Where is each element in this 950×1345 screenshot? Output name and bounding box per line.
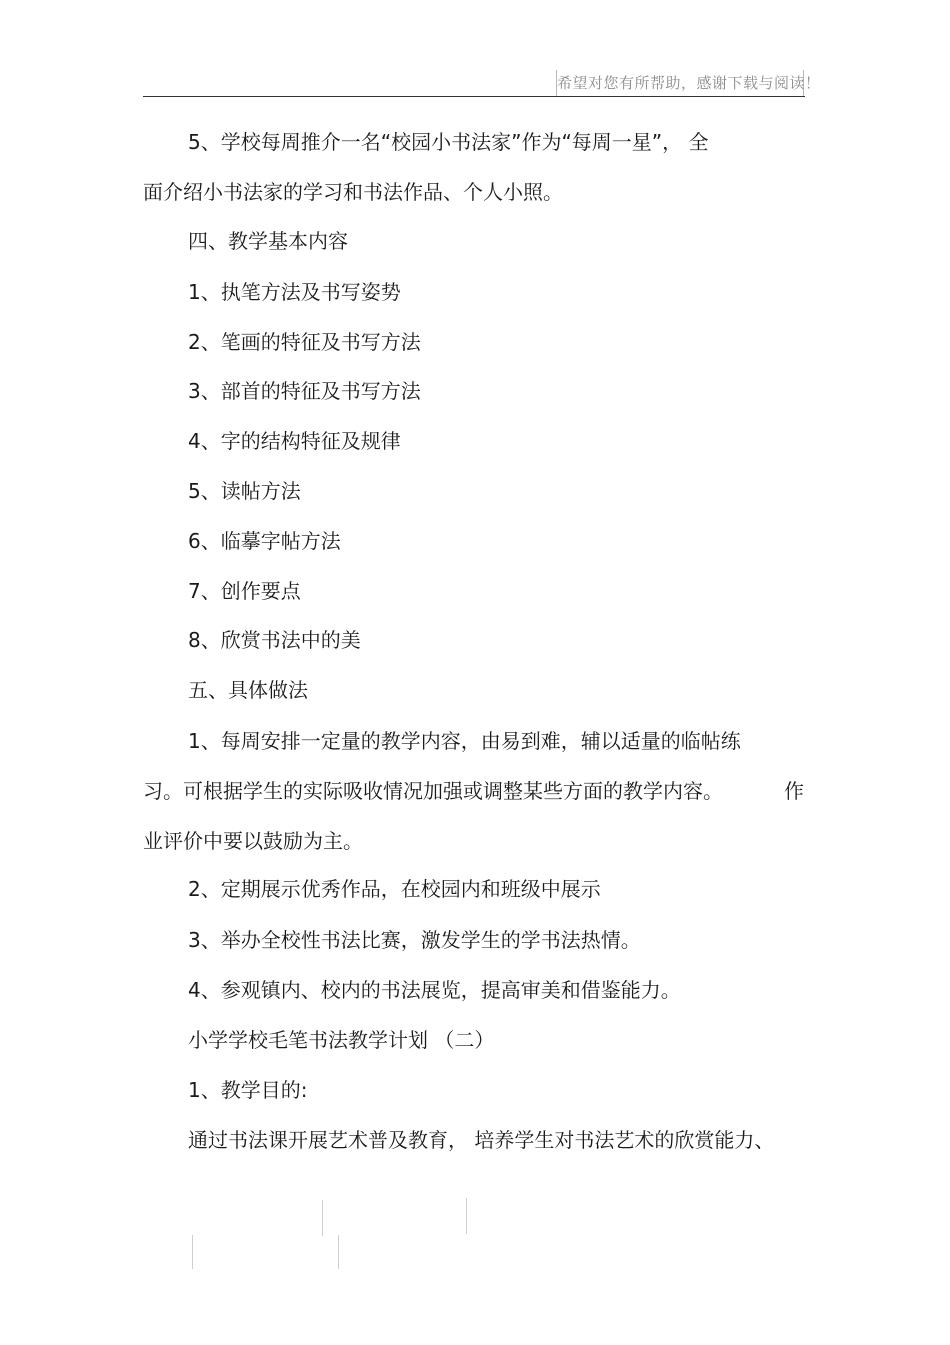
- list-item: 1、教学目的:: [188, 1078, 308, 1102]
- paragraph-line: 1、每周安排一定量的教学内容，由易到难，辅以适量的临帖练: [188, 729, 741, 753]
- list-item: 2、笔画的特征及书写方法: [188, 330, 421, 354]
- list-item: 6、临摹字帖方法: [188, 529, 341, 553]
- header-rule: [143, 96, 805, 97]
- paragraph-line: 5、学校每周推介一名“校园小书法家”作为“每周一星”， 全: [188, 130, 709, 154]
- scan-artifact-line: [466, 1198, 467, 1234]
- paragraph-line-tail: 作: [784, 779, 804, 803]
- header-banner: 希望对您有所帮助，感谢下载与阅读！: [556, 70, 804, 96]
- scan-artifact-line: [338, 1235, 339, 1269]
- section-title: 小学学校毛笔书法教学计划 （二）: [188, 1028, 495, 1052]
- list-item: 1、执笔方法及书写姿势: [188, 280, 401, 304]
- paragraph-line: 面介绍小书法家的学习和书法作品、个人小照。: [143, 180, 563, 204]
- list-item: 7、创作要点: [188, 579, 301, 603]
- section-heading: 四、教学基本内容: [188, 229, 348, 253]
- paragraph-line: 业评价中要以鼓励为主。: [143, 829, 363, 853]
- list-item: 8、欣赏书法中的美: [188, 628, 361, 652]
- scan-artifact-line: [322, 1200, 323, 1236]
- scan-artifact-line: [192, 1235, 193, 1269]
- list-item: 5、读帖方法: [188, 479, 301, 503]
- list-item: 4、参观镇内、校内的书法展览，提高审美和借鉴能力。: [188, 978, 681, 1002]
- list-item: 4、字的结构特征及规律: [188, 429, 401, 453]
- list-item: 3、部首的特征及书写方法: [188, 379, 421, 403]
- paragraph-line: 习。可根据学生的实际吸收情况加强或调整某些方面的教学内容。: [143, 779, 723, 803]
- list-item: 3、举办全校性书法比赛，激发学生的学书法热情。: [188, 928, 641, 952]
- paragraph-line: 通过书法课开展艺术普及教育， 培养学生对书法艺术的欣赏能力、: [188, 1128, 775, 1152]
- section-heading: 五、具体做法: [188, 678, 308, 702]
- list-item: 2、定期展示优秀作品，在校园内和班级中展示: [188, 877, 601, 901]
